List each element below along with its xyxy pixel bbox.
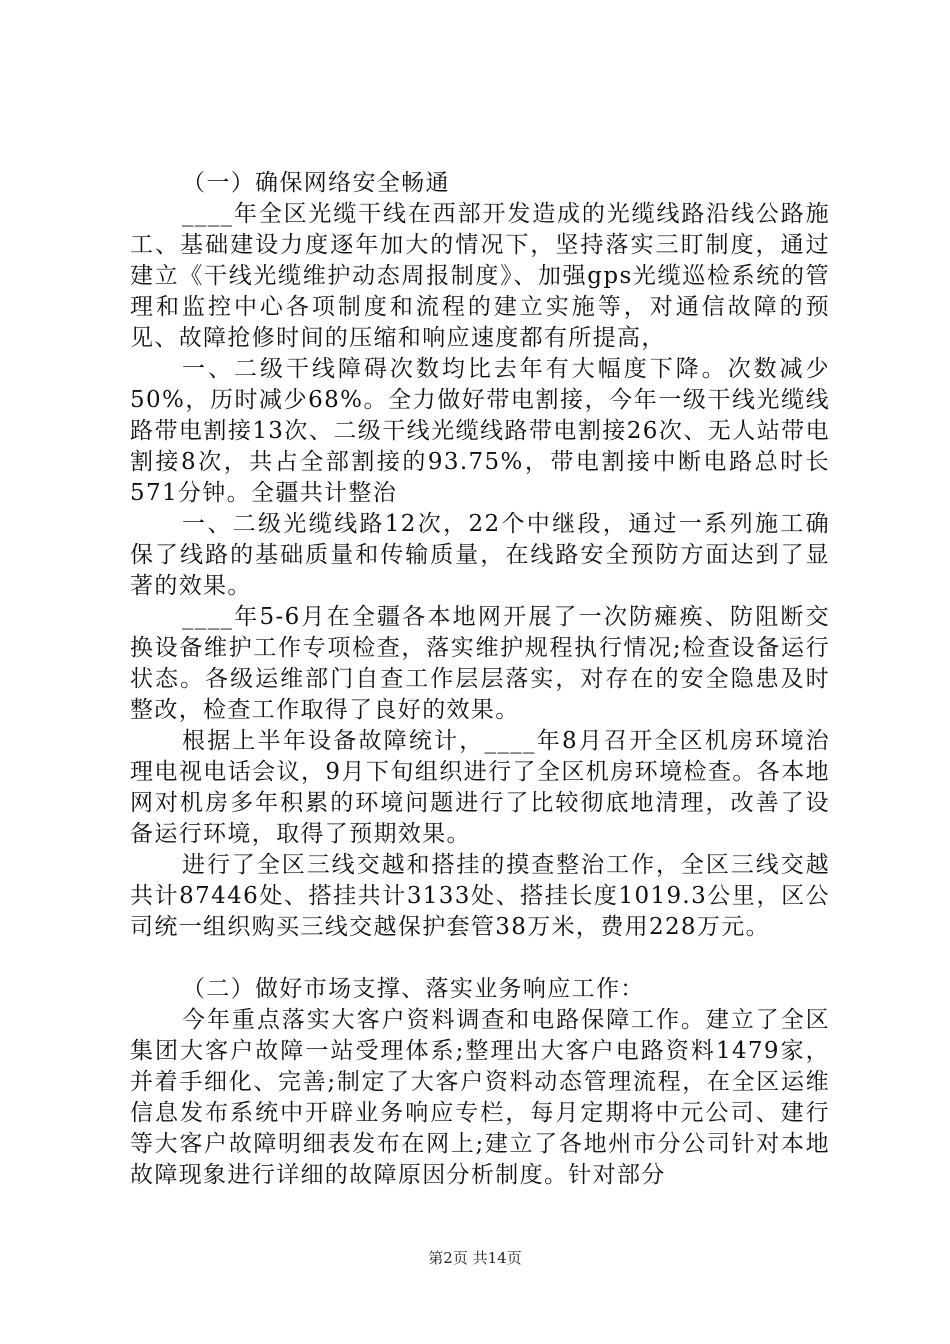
- document-body: [130, 168, 830, 1191]
- paragraph: 根据上半年设备故障统计，____年8月召开全区机房环境治理电视电话会议，9月下旬组织进行了全区机房环境检查。各本地网对机房多年积累的环境问题进行了比较彻底地清理，改善了设备运行环境，取得了预期效果。: [130, 728, 830, 847]
- section-spacer: [130, 943, 830, 974]
- section-heading-1: （一）确保网络安全畅通: [182, 170, 450, 196]
- paragraph: 今年重点落实大客户资料调查和电路保障工作。建立了全区集团大客户故障一站受理体系;整理出大客户电路资料1479家，并着手细化、完善;制定了大客户资料动态管理流程，在全区运维信息发布系统中开辟业务响应专栏，每月定期将中元公司、建行等大客户故障明细表发布在网上;建立了各地州市分公司针对本地故障现象进行详细的故障原因分析制度。针对部分: [130, 1007, 830, 1188]
- paragraph: ____年全区光缆干线在西部开发造成的光缆线路沿线公路施工、基础建设力度逐年加大的情况下，坚持落实三盯制度，通过建立《干线光缆维护动态周报制度》、加强gps光缆巡检系统的管理和监控中心各项制度和流程的建立实施等，对通信故障的预见、故障抢修时间的压缩和响应速度都有所提高，: [130, 201, 830, 351]
- section-heading-2: （二）做好市场支撑、落实业务响应工作：: [182, 976, 645, 1002]
- paragraph: ____年5-6月在全疆各本地网开展了一次防瘫痪、防阻断交换设备维护工作专项检查，落实维护规程执行情况;检查设备运行状态。各级运维部门自查工作层层落实，对存在的安全隐患及时整改，检查工作取得了良好的效果。: [130, 604, 830, 723]
- page-footer: 第2页 共14页: [428, 1249, 522, 1267]
- paragraph: 进行了全区三线交越和搭挂的摸查整治工作，全区三线交越共计87446处、搭挂共计3133处、搭挂长度1019.3公里，区公司统一组织购买三线交越保护套管38万米，费用228万元。: [130, 852, 830, 940]
- paragraph: 一、二级光缆线路12次，22个中继段，通过一系列施工确保了线路的基础质量和传输质量，在线路安全预防方面达到了显著的效果。: [130, 511, 830, 599]
- paragraph: 一、二级干线障碍次数均比去年有大幅度下降。次数减少50%，历时减少68%。全力做好带电割接，今年一级干线光缆线路带电割接13次、二级干线光缆线路带电割接26次、无人站带电割接8次，共占全部割接的93.75%，带电割接中断电路总时长571分钟。全疆共计整治: [130, 356, 830, 506]
